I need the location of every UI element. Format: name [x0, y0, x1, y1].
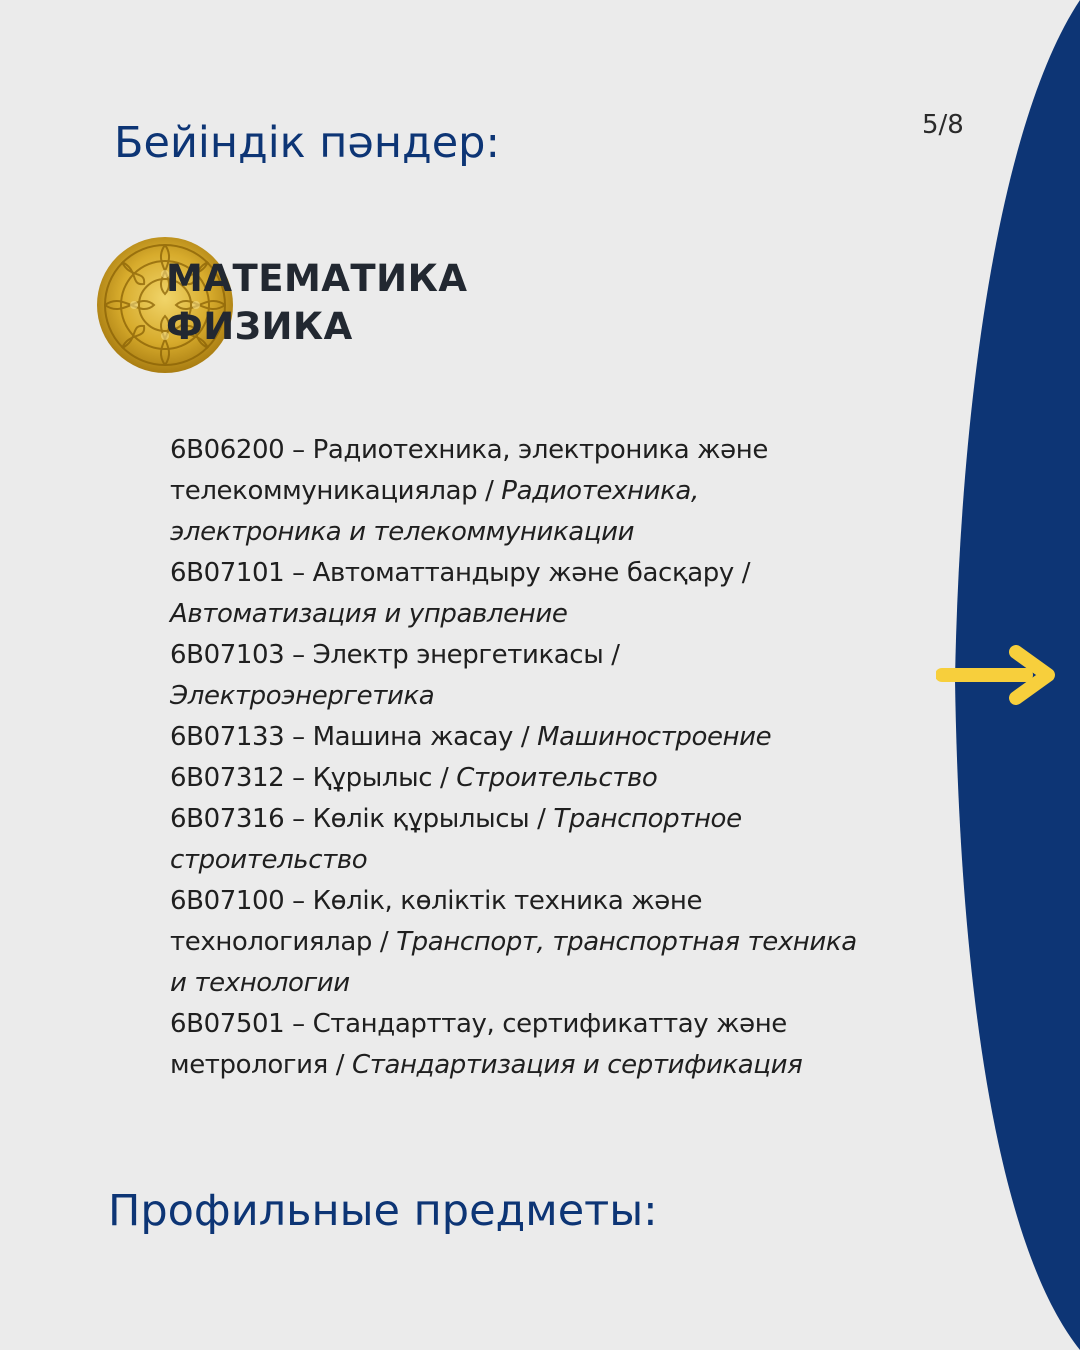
program-ru: Машиностроение	[537, 722, 772, 752]
program-item	[170, 553, 860, 635]
program-ru: Автоматизация и управление	[170, 599, 568, 629]
program-item	[170, 430, 860, 553]
subject-math: МАТЕМАТИКА	[166, 257, 468, 300]
program-kz: 6В07316 – Көлік құрылысы /	[170, 804, 554, 834]
program-kz: 6В07100 – Көлік, көліктік техника және технологиялар /	[170, 886, 703, 957]
program-ru: Транспорт, транспортная техника и технологии	[170, 927, 857, 998]
program-ru: Радиотехника, электроника и телекоммуникации	[170, 476, 699, 547]
program-item	[170, 881, 860, 1004]
program-ru: Строительство	[456, 763, 658, 793]
heading-ru: Профильные предметы:	[108, 1186, 658, 1236]
program-kz: 6В07312 – Құрылыс /	[170, 763, 457, 793]
program-item	[170, 635, 860, 717]
program-ru: Транспортное строительство	[170, 804, 742, 875]
program-kz: 6В07133 – Машина жасау /	[170, 722, 538, 752]
program-item	[170, 758, 860, 799]
program-ru: Стандартизация и сертификация	[351, 1050, 803, 1080]
program-kz: 6В06200 – Радиотехника, электроника және телекоммуникациялар /	[170, 435, 768, 506]
program-list	[170, 430, 860, 1086]
program-kz: 6В07501 – Стандарттау, сертификаттау және метрология /	[170, 1009, 787, 1080]
program-ru: Электроэнергетика	[170, 681, 435, 711]
program-item	[170, 717, 860, 758]
program-item	[170, 799, 860, 881]
heading-kz: Бейіндік пәндер:	[114, 118, 500, 168]
page-counter: 5/8	[922, 110, 964, 140]
program-kz: 6В07101 – Автоматтандыру және басқару /	[170, 558, 751, 588]
program-kz: 6В07103 – Электр энергетикасы /	[170, 640, 620, 670]
subjects-block	[166, 255, 468, 351]
program-item	[170, 1004, 860, 1086]
arrow-right-icon[interactable]	[936, 645, 1060, 705]
subject-physics: ФИЗИКА	[166, 305, 353, 348]
